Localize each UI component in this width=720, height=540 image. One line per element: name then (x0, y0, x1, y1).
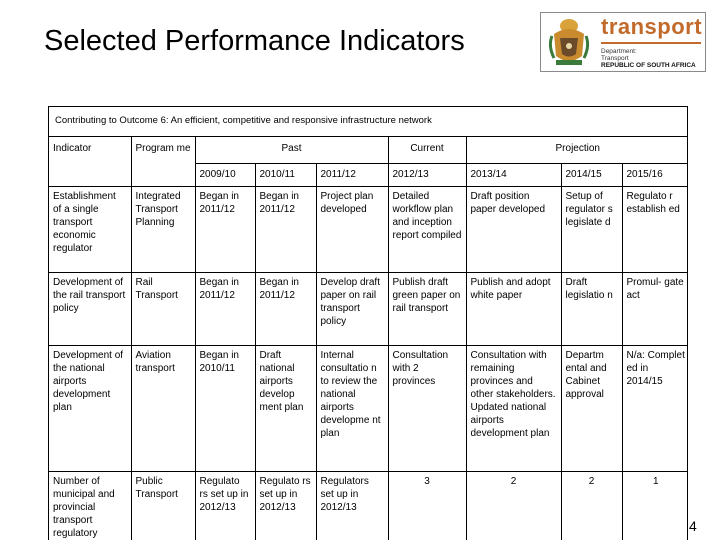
table-row (49, 273, 688, 346)
cell-2014-15: Draft legislatio n (561, 273, 622, 346)
transport-logo (540, 12, 706, 72)
header-projection: Projection (466, 137, 688, 164)
logo-wordmark: transport (601, 14, 703, 39)
cell-2010-11: Regulato rs set up in 2012/13 (255, 472, 316, 540)
indicators-table (49, 137, 688, 540)
cell-2010-11: Began in 2011/12 (255, 187, 316, 273)
cell-2013-14: Draft position paper developed (466, 187, 561, 273)
logo-rule (601, 42, 701, 44)
header-indicator: Indicator (49, 137, 131, 187)
logo-line-2: Transport (601, 55, 629, 62)
cell-programme: Rail Transport (131, 273, 195, 346)
cell-2012-13: 3 (388, 472, 466, 540)
cell-2011-12: Develop draft paper on rail transport policy (316, 273, 388, 346)
cell-indicator: Development of the rail transport policy (49, 273, 131, 346)
cell-2011-12: Internal consultatio n to review the national airports developme nt plan (316, 346, 388, 472)
cell-2015-16: Promul- gate act (622, 273, 688, 346)
cell-2011-12: Project plan developed (316, 187, 388, 273)
cell-indicator: Development of the national airports development plan (49, 346, 131, 472)
outcome-statement: Contributing to Outcome 6: An efficient, competitive and responsive infrastructure network (49, 107, 687, 137)
cell-2015-16: 1 (622, 472, 688, 540)
cell-2009-10: Began in 2011/12 (195, 273, 255, 346)
cell-programme: Public Transport (131, 472, 195, 540)
year-header: 2012/13 (388, 164, 466, 187)
cell-2012-13: Detailed workflow plan and inception report compiled (388, 187, 466, 273)
table-header-row (49, 137, 688, 164)
cell-2014-15: Departm ental and Cabinet approval (561, 346, 622, 472)
cell-2015-16: Regulato r establish ed (622, 187, 688, 273)
cell-2013-14: Consultation with remaining provinces and other stakeholders. Updated national airports development plan (466, 346, 561, 472)
table-row (49, 187, 688, 273)
cell-2012-13: Publish draft green paper on rail transport (388, 273, 466, 346)
cell-indicator: Number of municipal and provincial transport regulatory (49, 472, 131, 540)
cell-2010-11: Draft national airports develop ment plan (255, 346, 316, 472)
cell-2015-16: N/a: Complet ed in 2014/15 (622, 346, 688, 472)
cell-programme: Aviation transport (131, 346, 195, 472)
year-header: 2011/12 (316, 164, 388, 187)
header-current: Current (388, 137, 466, 164)
header-past: Past (195, 137, 388, 164)
cell-2014-15: Setup of regulator s legislate d (561, 187, 622, 273)
cell-2013-14: 2 (466, 472, 561, 540)
cell-2010-11: Began in 2011/12 (255, 273, 316, 346)
cell-2014-15: 2 (561, 472, 622, 540)
cell-indicator: Establishment of a single transport economic regulator (49, 187, 131, 273)
header-programme: Program me (131, 137, 195, 187)
cell-2009-10: Began in 2010/11 (195, 346, 255, 472)
logo-line-3: REPUBLIC OF SOUTH AFRICA (601, 62, 696, 69)
year-header: 2014/15 (561, 164, 622, 187)
cell-programme: Integrated Transport Planning (131, 187, 195, 273)
year-header: 2009/10 (195, 164, 255, 187)
table-row (49, 472, 688, 540)
table-row (49, 346, 688, 472)
year-header: 2010/11 (255, 164, 316, 187)
indicators-panel (48, 106, 688, 540)
page-number: 4 (689, 518, 697, 534)
cell-2011-12: Regulators set up in 2012/13 (316, 472, 388, 540)
page-title: Selected Performance Indicators (44, 25, 465, 57)
year-header: 2015/16 (622, 164, 688, 187)
logo-line-1: Department: (601, 48, 637, 55)
cell-2012-13: Consultation with 2 provinces (388, 346, 466, 472)
cell-2009-10: Regulato rs set up in 2012/13 (195, 472, 255, 540)
coat-of-arms-icon (544, 16, 594, 68)
cell-2009-10: Began in 2011/12 (195, 187, 255, 273)
cell-2013-14: Publish and adopt white paper (466, 273, 561, 346)
year-header: 2013/14 (466, 164, 561, 187)
